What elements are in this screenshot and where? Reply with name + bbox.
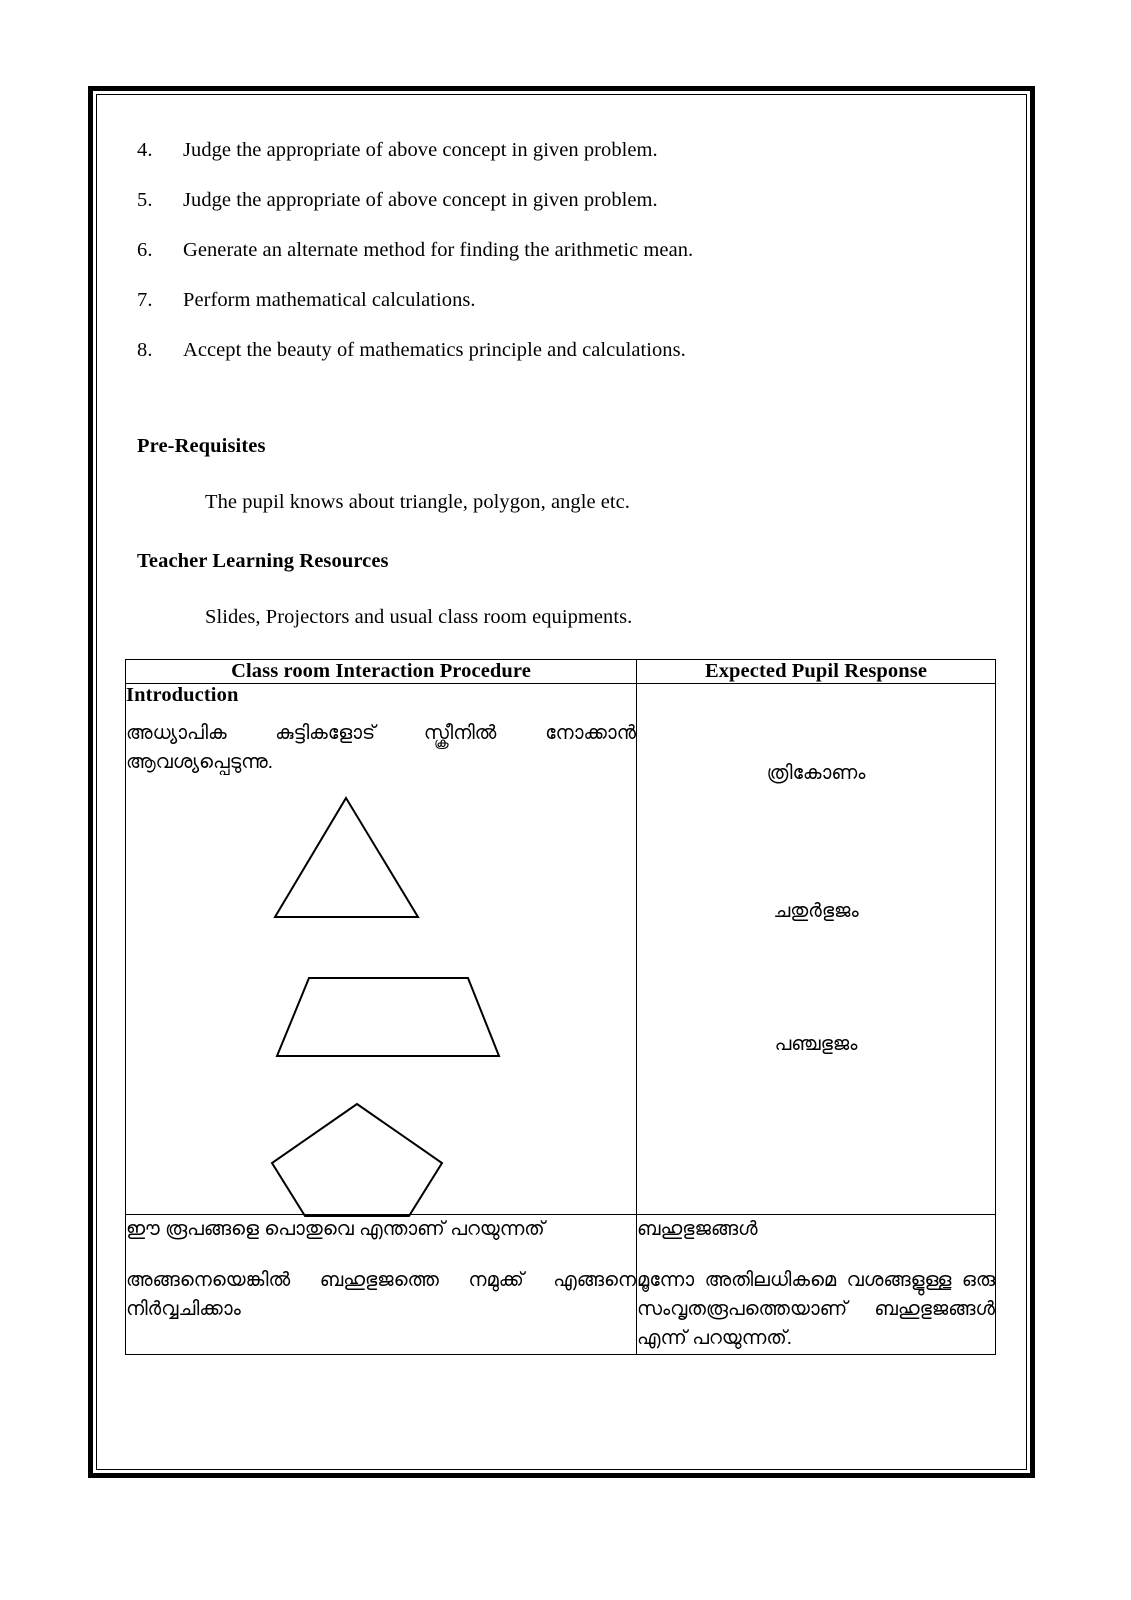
list-item-number: 7. [137, 289, 153, 311]
teacher-learning-resources-text: Slides, Projectors and usual class room equipments. [205, 606, 633, 628]
list-item-text: Judge the appropriate of above concept in given problem. [183, 189, 658, 211]
prerequisites-text: The pupil knows about triangle, polygon, angle etc. [205, 491, 630, 513]
shape-responses-area [637, 684, 995, 1120]
list-item [137, 239, 977, 262]
classroom-interaction-table [125, 659, 996, 1355]
answer-two-line-one: മൂന്നോ അതിലധികമെ വശങ്ങ [637, 1268, 911, 1291]
list-item-number: 4. [137, 139, 153, 161]
prerequisites-heading: Pre-Requisites [137, 435, 266, 457]
table-header-row [126, 660, 996, 684]
cell-introduction-procedure [126, 684, 637, 1215]
cell-introduction-response [637, 684, 996, 1215]
cell-questions-procedure [126, 1214, 637, 1354]
column-header-response: Expected Pupil Response [637, 660, 996, 684]
list-item-number: 6. [137, 239, 153, 261]
answer-one-text: ബഹുഭുജങ്ങൾ [637, 1217, 758, 1240]
list-item [137, 339, 977, 362]
cell-answers-response [637, 1214, 996, 1354]
answer-two-line-two-rest: ഒരു സംവൃതരൂപത്തെയാണ് [637, 1268, 995, 1320]
teacher-learning-resources-heading: Teacher Learning Resources [137, 550, 389, 572]
response-pentagon: പഞ്ചഭുജം [774, 1033, 858, 1055]
introduction-label: Introduction [126, 684, 239, 706]
page-content [97, 95, 1026, 1469]
list-item-text: Generate an alternate method for finding the arithmetic mean. [183, 239, 694, 261]
list-item [137, 289, 977, 312]
answer-two-line-three: ബഹുഭുജങ്ങൾ എന്ന് പറയുന്നത്. [637, 1298, 995, 1350]
trapezoid-icon [274, 975, 502, 1059]
list-item-text: Perform mathematical calculations. [183, 289, 476, 311]
table-row [126, 684, 996, 1215]
list-item-number: 8. [137, 339, 153, 361]
triangle-icon [272, 795, 422, 921]
shapes-illustration-area [126, 778, 636, 1214]
column-header-procedure: Class room Interaction Procedure [126, 660, 637, 684]
list-item [137, 139, 977, 162]
question-two-text: അങ്ങനെയെങ്കിൽ ബഹുഭുജത്തെ നമുക്ക് എങ്ങനെ നിർവ്വചിക്കാം [126, 1268, 636, 1320]
page-border-outer [88, 86, 1035, 1478]
response-triangle: ത്രികോണം [766, 762, 866, 784]
list-item-text: Judge the appropriate of above concept in given problem. [183, 139, 658, 161]
page-border-inner [96, 94, 1027, 1470]
answer-two-line-two-underlined: ളുള്ള [910, 1268, 952, 1291]
introduction-malayalam-text: അധ്യാപിക കുട്ടികളോട് സ്ക്രീനിൽ നോക്കാൻ ആവശ്യപ്പെടുന്നു. [126, 722, 636, 774]
objectives-list [137, 139, 977, 389]
answer-two-text [637, 1266, 995, 1354]
table-row [126, 1214, 996, 1354]
pentagon-icon [269, 1101, 445, 1219]
response-quadrilateral: ചതുർഭുജം [773, 900, 859, 922]
list-item [137, 189, 977, 212]
list-item-text: Accept the beauty of mathematics principle and calculations. [183, 339, 686, 361]
question-one-text: ഈ രൂപങ്ങളെ പൊതുവെ എന്താണ് പറയുന്നത് [126, 1217, 545, 1240]
list-item-number: 5. [137, 189, 153, 211]
